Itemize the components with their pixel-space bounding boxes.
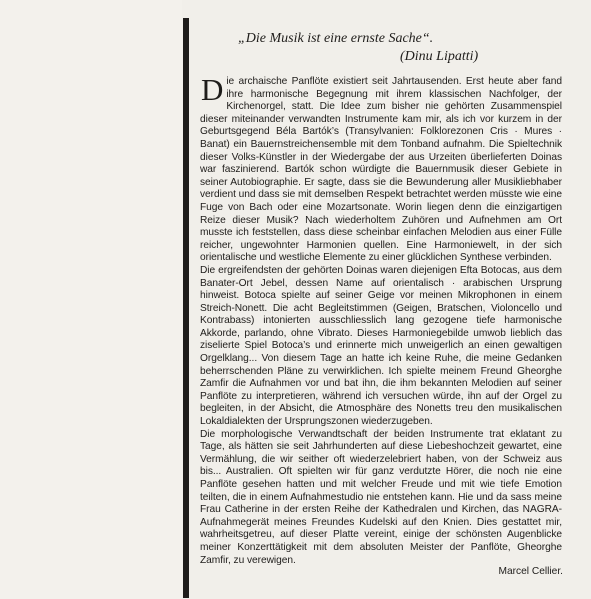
paragraph-1 — [200, 72, 562, 265]
vertical-rule — [183, 18, 189, 598]
epigraph-quote: „Die Musik ist eine ernste Sache“. — [238, 31, 434, 46]
blank-left-margin — [0, 0, 182, 599]
paragraph-3: Die morphologische Verwandtschaft der beiden Instrumente trat eklatant zu Tage, als hätten sie seit Jahrhunderten auf diese Liebeshochzeit gewartet, eine Vermählung, die wir seither oft wiederzelebriert haben, von der Schweiz aus bis... Australien. Oft spielten wir für ganz verdutzte Hörer, die noch nie eine Panflöte gesehen hatten und mit welcher Freude und mit wie tiefe Emotion teilten, die in einem Aufnahmestudio nie entstehen kann. Hie und da sass meine Frau Catherine in der ersten Reihe der Kathedralen und Kirchen, das NAGRA-Aufnahmegerät meines Freundes Kudelski auf den Knien. Dies gestattet mir, wahrheitsgetreu, auf dieser Platte vereint, einige der schönsten Augenblicke meiner Konzerttätigkeit mit dem absoluten Meister der Panflöte, Gheorghe Zamfir, zu verewigen. — [200, 428, 562, 566]
drop-cap: D — [201, 72, 224, 107]
article-body — [200, 72, 562, 567]
paragraph-1-text: ie archaische Panflöte existiert seit Jahrtausenden. Erst heute aber fand ihre harmonische Begegnung mit ihrem klassischen Nachfolger, der Kirchenorgel, statt. Die Idee zum bisher nie gehörten Zusammenspiel dieser miteinander verwandten Instrumente kam mir, als ich vor kurzem in der Geburtsgegend Béla Bartók’s (Transylvanien: Folklorezonen Cris · Mures · Banat) ein Bauernstreichensemble mit dem Tonband aufnahm. Die Spieltechnik dieser Volks-Künstler in der Wiedergabe der aus Urzeiten überlieferten Doinas war faszinierend. Bartók schon würdigte die Bauernmusik dieser Gebiete in seiner Autobiographie. Er sagte, dass sie die Bewunderung aller Musikliebhaber verdient und dass sie mit demselben Respekt betrachtet werden müsste wie eine Fuge von Bach oder eine Mozartsonate. Worin liegen denn die einzigartigen Reize dieser Musik? Nach wiederholtem Zuhören und Aufnehmen am Ort musste ich feststellen, dass diese scheinbar einfachen Melodien aus einer Fülle reicher, ungewohnter Harmonien quellen. Eine Harmoniewelt, in der sich orientalische und westliche Elemente zu einer glücklichen Synthese verbinden. — [200, 76, 562, 264]
paragraph-2: Die ergreifendsten der gehörten Doinas waren diejenigen Efta Botocas, aus dem Banater-Ort Jebel, dessen Name auf orientalisch · arabischen Ursprung hinweist. Botoca spielte auf seiner Geige vor meinen Mikrophonen in einem Streich-Nonett. Die acht Begleitstimmen (Geigen, Bratschen, Violoncello und Kontrabass) intonierten ausschliesslich lang gezogene tiefe harmonische Akkorde, parlando, ohne Vibrato. Dieses Harmoniegebilde umwob lieblich das ziselierte Spiel Botoca’s und erinnerte mich unweigerlich an einen gewaltigen Orgelklang... Von diesem Tage an hatte ich keine Ruhe, die meine Gedanken beherrschenden Pläne zu verwirklichen. Ich spielte meinem Freund Gheorghe Zamfir die Aufnahmen vor und bat ihn, die ihm bekannten Melodien auf seiner Panflöte zu interpretieren, während ich versuchen würde, ihn auf der Orgel zu begleiten, in der Absicht, die Atmosphäre des Nonetts treu den musikalischen Lokaldialekten der Ursprungszonen wiederzugeben. — [200, 264, 562, 428]
author-signature: Marcel Cellier. — [498, 566, 563, 577]
epigraph — [200, 30, 560, 66]
epigraph-author: (Dinu Lipatti) — [400, 49, 479, 64]
